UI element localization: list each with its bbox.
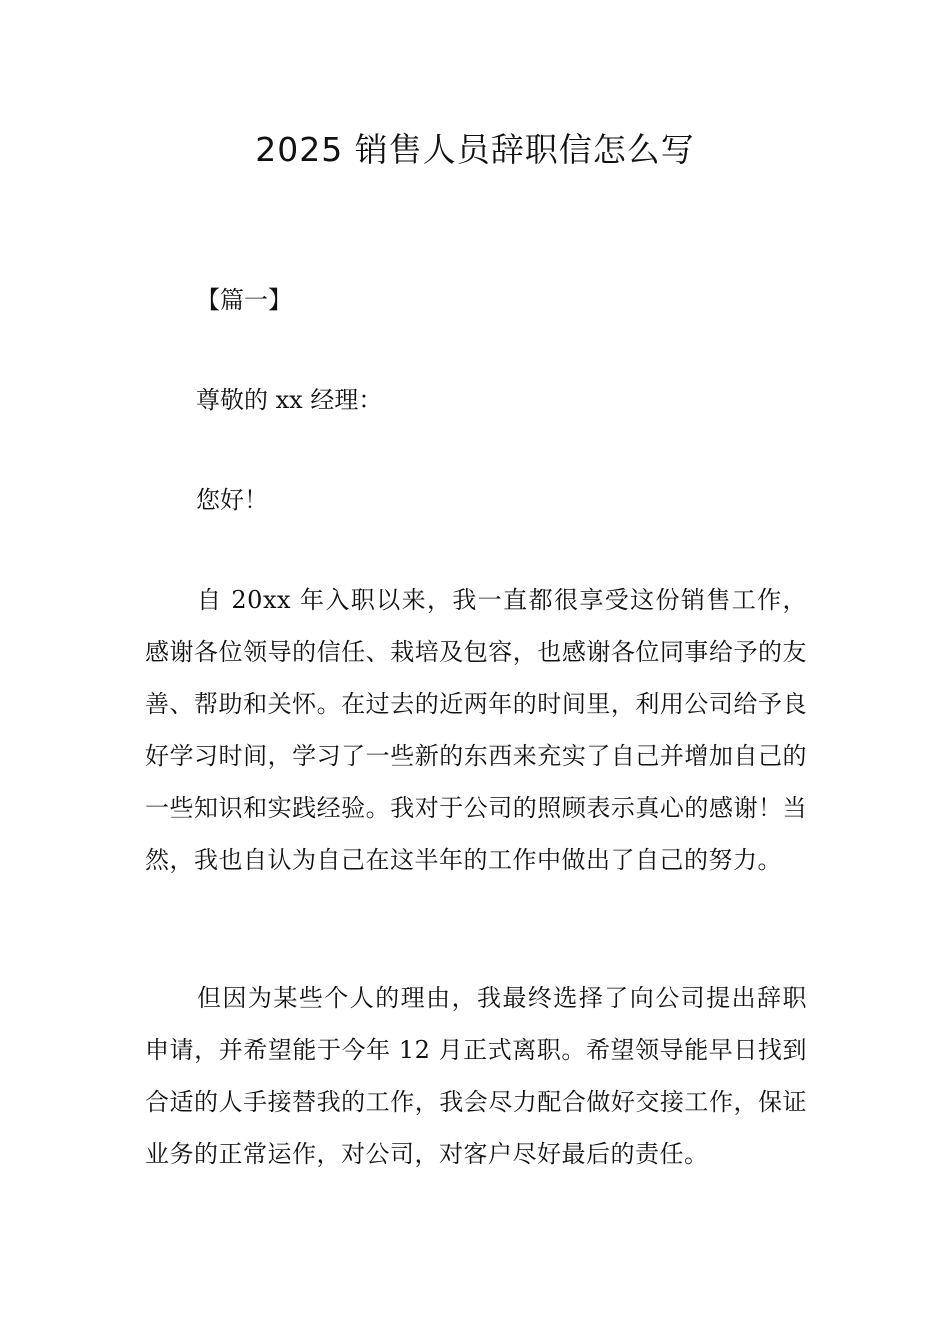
section-heading: 【篇一】 bbox=[196, 286, 292, 314]
body-paragraph-1: 自 20xx 年入职以来，我一直都很享受这份销售工作，感谢各位领导的信任、栽培及包容，也感谢各位同事给予的友善、帮助和关怀。在过去的近两年的时间里，利用公司给予良好学习时间，学习了一些新的东西来充实了自己并增加自己的一些知识和实践经验。我对于公司的照顾表示真心的感谢！当然，我也自认为自己在这半年的工作中做出了自己的努力。 bbox=[145, 586, 807, 874]
document-title: 2025 销售人员辞职信怎么写 bbox=[255, 130, 695, 169]
greeting: 您好！ bbox=[196, 486, 268, 514]
body-paragraph-2: 但因为某些个人的理由，我最终选择了向公司提出辞职申请，并希望能于今年 12 月正式离职。希望领导能早日找到合适的人手接替我的工作，我会尽力配合做好交接工作，保证业务的正常运作，对公司，对客户尽好最后的责任。 bbox=[145, 984, 807, 1168]
salutation: 尊敬的 xx 经理： bbox=[196, 386, 383, 414]
